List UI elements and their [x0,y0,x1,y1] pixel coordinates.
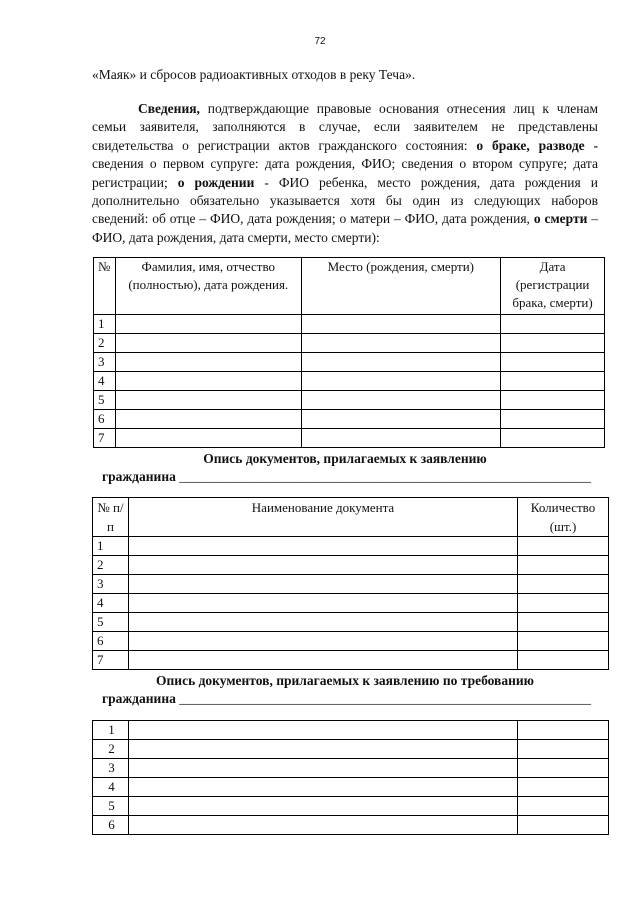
table-cell [115,410,301,429]
intro-text-1: подтверждающие правовые основания отнесения лиц к членам семьи заявителя, заполняются в случае, если заявителем не представлены свидетельства о регистрации актов гражданского состояния: [92,101,598,153]
table-cell [115,391,301,410]
page-number: 72 [314,36,326,47]
table-row [93,778,609,797]
table-cell [301,334,501,353]
table-cell [518,556,609,575]
row-number: 5 [93,613,129,632]
table-row [93,740,609,759]
row-number: 7 [93,651,129,670]
row-number: 3 [94,353,116,372]
row-number: 2 [94,334,116,353]
row-number: 6 [93,816,129,835]
table-row [93,816,609,835]
table-row [94,410,605,429]
table-row [94,372,605,391]
inventory-2-heading-citizen: гражданина [102,691,176,706]
header-name: Фамилия, имя, отчество (полностью), дата рождения. [115,258,301,315]
row-number: 1 [94,315,116,334]
row-number: 7 [94,429,116,448]
table-cell [128,721,517,740]
table-cell [501,372,605,391]
intro-text-4: – ФИО, дата рождения, дата смерти, место смерти): [92,211,599,245]
table-cell [518,797,609,816]
table-row [94,334,605,353]
table-cell [501,334,605,353]
inventory-2-heading-title: Опись документов, прилагаемых к заявлению по требованию [156,673,534,688]
intro-bold-marriage: о браке, разводе - [476,137,598,153]
table-cell [128,632,517,651]
table-cell [128,651,517,670]
intro-bold-birth: о рождении [177,174,255,190]
table-cell [301,391,501,410]
table-cell [518,632,609,651]
inventory-1-heading [92,450,598,486]
table-cell [518,816,609,835]
table-cell [518,778,609,797]
table-header-row [94,258,605,315]
inventory-1-blank-line: _____________________________________________________________ [179,469,591,484]
inventory-2-blank-line: _____________________________________________________________ [179,691,591,706]
table-cell [518,575,609,594]
table-row [93,759,609,778]
header-place: Место (рождения, смерти) [301,258,501,315]
table-cell [501,429,605,448]
table-cell [301,315,501,334]
table-cell [501,353,605,372]
inventory-1-heading-title: Опись документов, прилагаемых к заявлению [203,451,487,466]
table-cell [115,334,301,353]
table-cell [501,315,605,334]
table-row [93,537,609,556]
table-row [93,797,609,816]
table-cell [128,613,517,632]
table-row [93,613,609,632]
row-number: 4 [94,372,116,391]
inventory-1-table [92,497,609,670]
table-cell [301,429,501,448]
row-number: 2 [93,556,129,575]
family-members-table [93,257,605,448]
intro-text-3: - ФИО ребенка, место рождения, дата рождения и дополнительно обязательно указывается хотя бы один из следующих наборов сведений: об отце – ФИО, дата рождения; о матери – ФИО, дата рождения, [92,174,598,227]
table-row [93,575,609,594]
row-number: 5 [93,797,129,816]
header-quantity: Количество (шт.) [518,498,609,537]
table-row [94,391,605,410]
intro-paragraph [92,100,598,247]
table-cell [501,410,605,429]
table-cell [128,740,517,759]
table-cell [518,594,609,613]
table-cell [128,797,517,816]
row-number: 4 [93,594,129,613]
table-row [94,353,605,372]
row-number: 1 [93,537,129,556]
header-num: № [94,258,116,315]
table-cell [501,391,605,410]
table-row [93,651,609,670]
inventory-2-heading [92,672,598,708]
table-cell [518,759,609,778]
intro-text-2: сведения о первом супруге: дата рождения, ФИО; сведения о втором супруге; дата регистрации; [92,156,598,190]
row-number: 6 [93,632,129,651]
table-cell [115,315,301,334]
table-cell [128,537,517,556]
row-number: 4 [93,778,129,797]
table-cell [301,353,501,372]
table-cell [518,537,609,556]
table-cell [128,759,517,778]
table-row [93,556,609,575]
table-cell [115,372,301,391]
table-cell [115,353,301,372]
row-number: 3 [93,575,129,594]
inventory-2-table [92,720,609,835]
table-cell [518,740,609,759]
table-cell [128,778,517,797]
header-date: Дата (регистрации брака, смерти) [501,258,605,315]
row-number: 6 [94,410,116,429]
row-number: 2 [93,740,129,759]
header-doc-name: Наименование документа [128,498,517,537]
header-num: № п/п [93,498,129,537]
table-cell [518,651,609,670]
table-row [94,429,605,448]
table-cell [128,594,517,613]
table-row [93,632,609,651]
table-cell [128,575,517,594]
table-cell [128,816,517,835]
table-row [93,721,609,740]
continuation-text: «Маяк» и сбросов радиоактивных отходов в реку Теча». [92,67,416,82]
row-number: 1 [93,721,129,740]
row-number: 5 [94,391,116,410]
row-number: 3 [93,759,129,778]
table-header-row [93,498,609,537]
table-cell [301,410,501,429]
table-row [94,315,605,334]
table-row [93,594,609,613]
table-cell [518,721,609,740]
intro-bold-death: о смерти [533,211,588,227]
table-cell [301,372,501,391]
inventory-1-heading-citizen: гражданина [102,469,176,484]
table-cell [115,429,301,448]
intro-bold-start: Сведения, [138,101,200,116]
table-cell [518,613,609,632]
table-cell [128,556,517,575]
